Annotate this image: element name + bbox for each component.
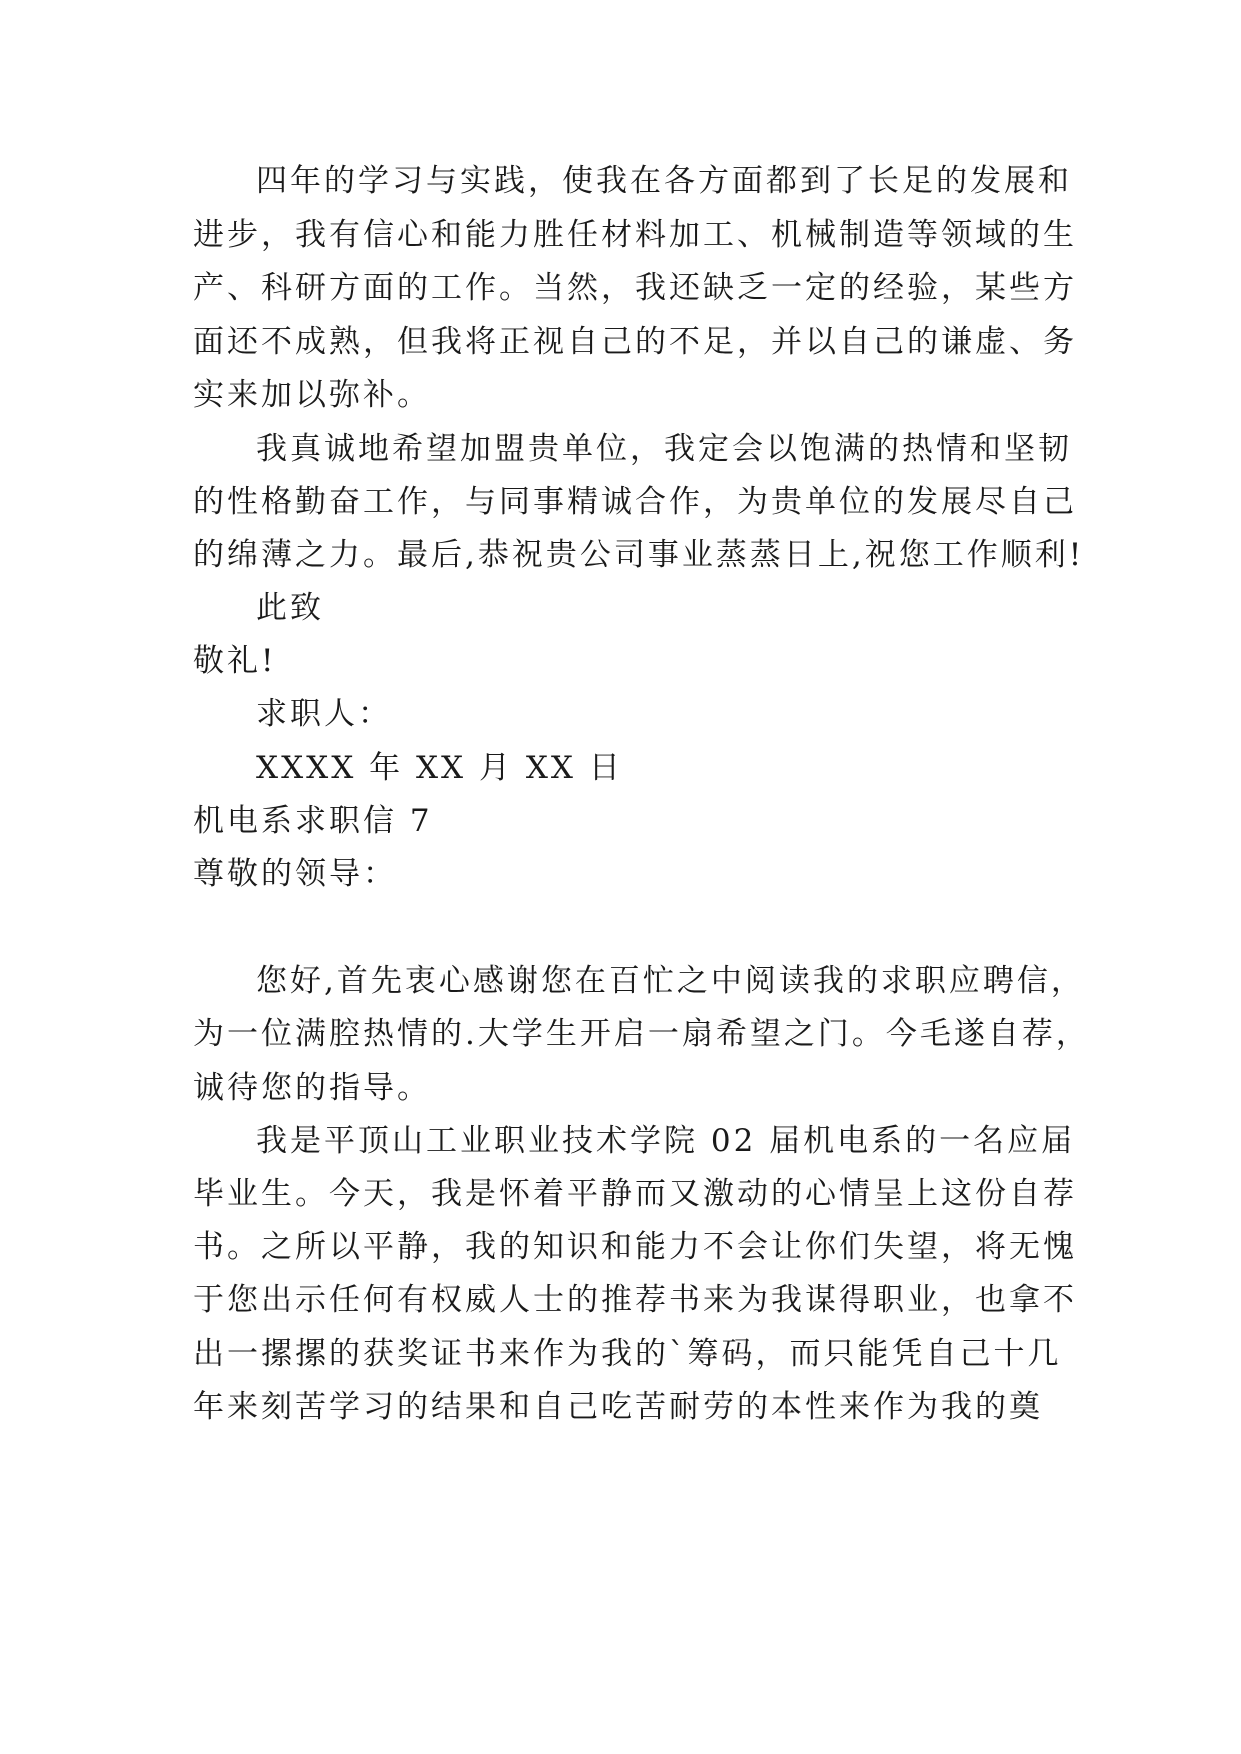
paragraph-line: 我是平顶山工业职业技术学院 02 届机电系的一名应届 [256, 1123, 1076, 1159]
section-title: 机电系求职信 7 [193, 803, 433, 839]
paragraph-line: 毕业生。今天，我是怀着平静而又激动的心情呈上这份自荐 [193, 1176, 1077, 1212]
applicant-signature: 求职人： [256, 696, 392, 732]
closing-regards: 敬礼! [193, 643, 277, 679]
paragraph-line: 的性格勤奋工作，与同事精诚合作，为贵单位的发展尽自己 [193, 484, 1077, 520]
letter-greeting: 尊敬的领导： [193, 856, 397, 892]
paragraph-line: 产、科研方面的工作。当然，我还缺乏一定的经验，某些方 [193, 270, 1077, 306]
paragraph-line: 实来加以弥补。 [193, 377, 431, 413]
paragraph-line: 于您出示任何有权威人士的推荐书来为我谋得职业，也拿不 [193, 1282, 1077, 1318]
paragraph-line: 的绵薄之力。最后,恭祝贵公司事业蒸蒸日上,祝您工作顺利! [193, 537, 1085, 573]
paragraph-line: 四年的学习与实践，使我在各方面都到了长足的发展和 [256, 163, 1072, 199]
paragraph-line: 出一摞摞的获奖证书来作为我的`筹码，而只能凭自己十几 [193, 1336, 1062, 1372]
paragraph-line: 面还不成熟，但我将正视自己的不足，并以自己的谦虚、务 [193, 324, 1077, 360]
paragraph-line: 书。之所以平静，我的知识和能力不会让你们失望，将无愧 [193, 1229, 1077, 1265]
paragraph-line: 进步，我有信心和能力胜任材料加工、机械制造等领域的生 [193, 217, 1077, 253]
paragraph-line: 我真诚地希望加盟贵单位，我定会以饱满的热情和坚韧 [256, 431, 1072, 467]
paragraph-line: 为一位满腔热情的.大学生开启一扇希望之门。今毛遂自荐， [193, 1016, 1090, 1052]
closing-salutation: 此致 [256, 590, 324, 626]
paragraph-line: 年来刻苦学习的结果和自己吃苦耐劳的本性来作为我的奠 [193, 1389, 1043, 1425]
paragraph-line: 您好,首先衷心感谢您在百忙之中阅读我的求职应聘信， [256, 963, 1085, 999]
letter-date: XXXX 年 XX 月 XX 日 [256, 750, 623, 786]
paragraph-line: 诚待您的指导。 [193, 1070, 431, 1106]
